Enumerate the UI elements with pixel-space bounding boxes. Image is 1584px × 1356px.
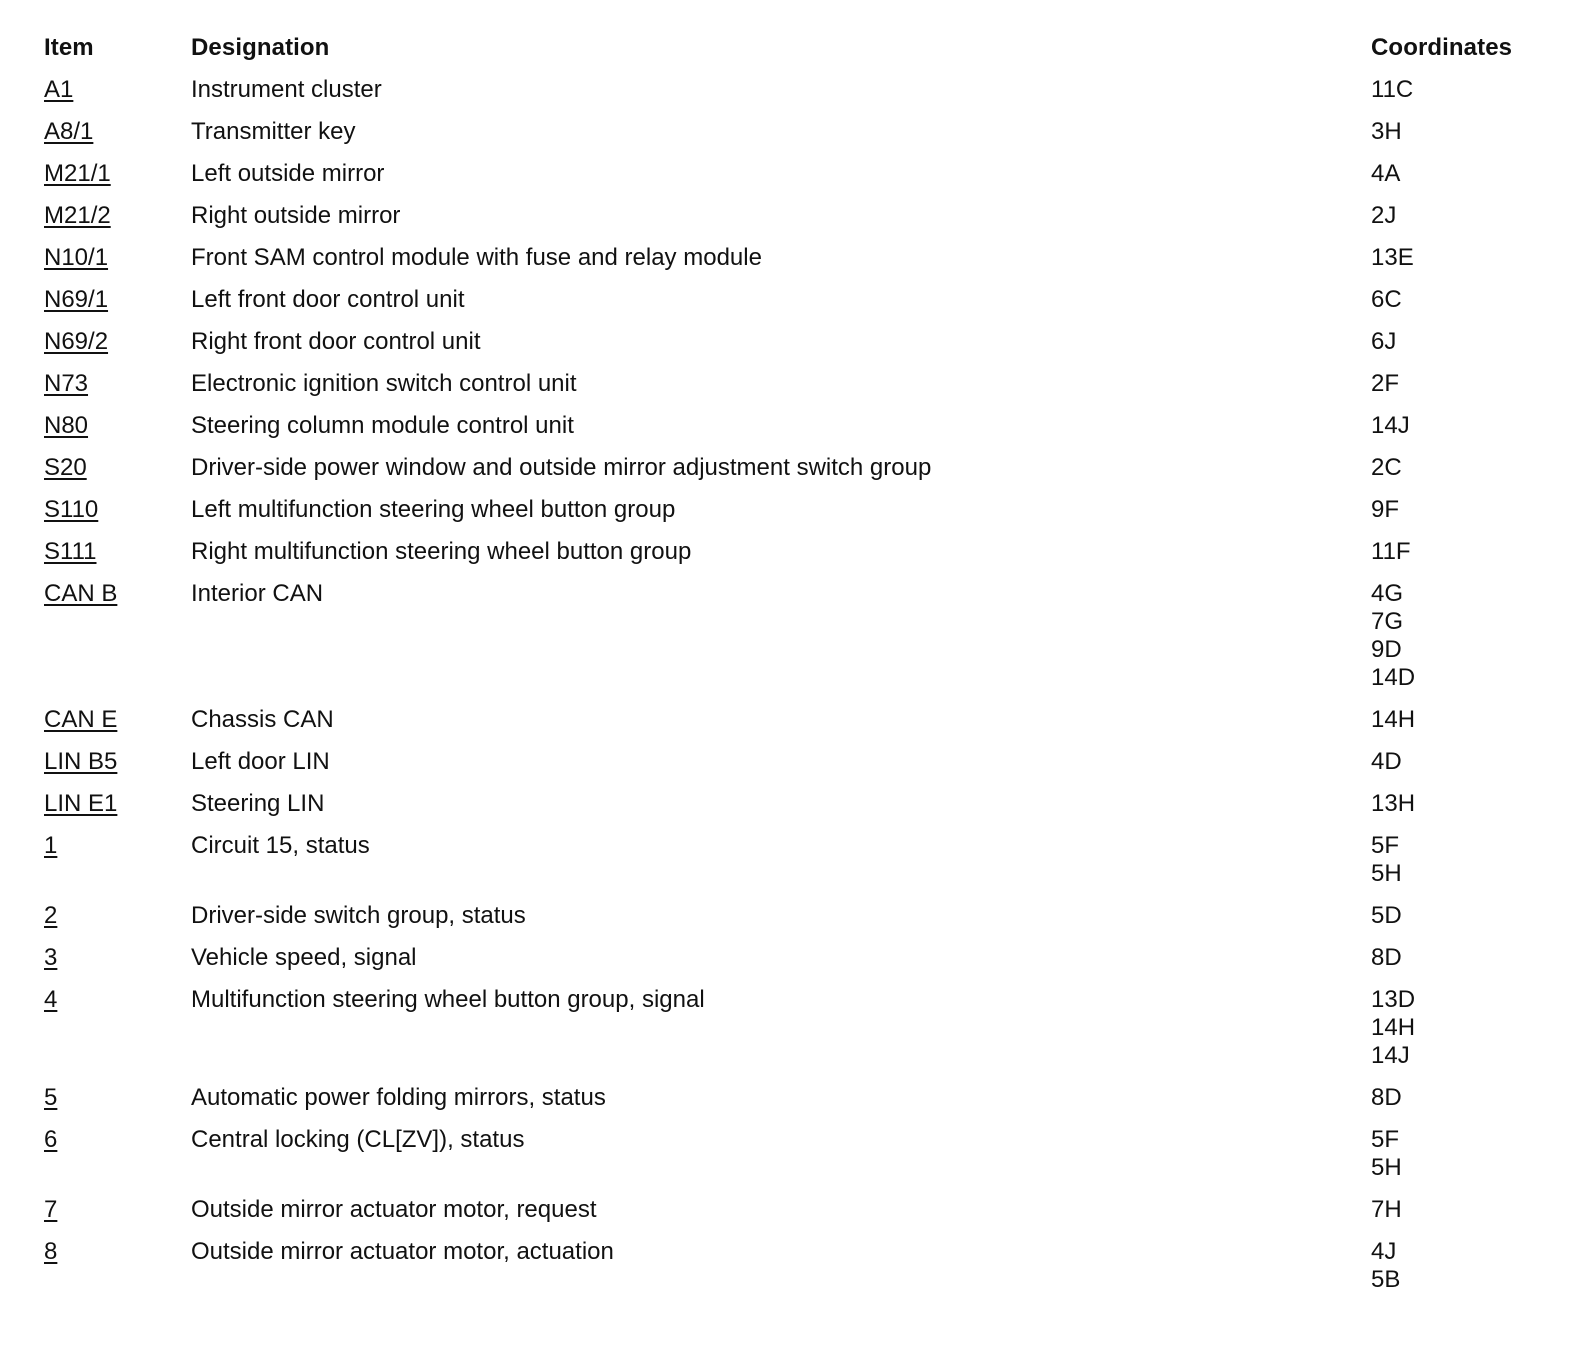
table-row	[44, 286, 1584, 328]
table-row	[44, 748, 1584, 790]
coordinate-value: 4A	[1371, 160, 1401, 187]
item-cell	[44, 902, 191, 944]
coordinate-value: 8D	[1371, 1084, 1402, 1111]
coordinates-cell	[1371, 832, 1584, 902]
coordinate-value: 5D	[1371, 902, 1402, 929]
coordinates-cell	[1371, 1084, 1584, 1126]
designation-cell: Vehicle speed, signal	[191, 944, 417, 971]
table-row	[44, 706, 1584, 748]
coordinate-value: 4J	[1371, 1238, 1397, 1265]
coordinate-value: 7G	[1371, 608, 1404, 635]
table-row	[44, 454, 1584, 496]
item-link[interactable]: 6	[44, 1126, 58, 1153]
coordinates-cell	[1371, 244, 1584, 286]
designation-cell: Left front door control unit	[191, 286, 465, 313]
table-row	[44, 1126, 1584, 1196]
designation-cell: Driver-side switch group, status	[191, 902, 526, 929]
coordinates-cell	[1371, 454, 1584, 496]
item-cell	[44, 1126, 191, 1196]
coordinate-value: 14D	[1371, 664, 1416, 691]
item-cell	[44, 118, 191, 160]
table-row	[44, 244, 1584, 286]
coordinates-cell	[1371, 328, 1584, 370]
item-link[interactable]: 7	[44, 1196, 58, 1223]
item-link[interactable]: 5	[44, 1084, 58, 1111]
coordinate-value: 5F	[1371, 1126, 1400, 1153]
item-cell	[44, 1196, 191, 1238]
coordinates-cell	[1371, 902, 1584, 944]
table-row	[44, 832, 1584, 902]
item-cell	[44, 1084, 191, 1126]
coordinate-value: 13E	[1371, 244, 1414, 271]
header-coordinates: Coordinates	[1371, 34, 1513, 61]
item-cell	[44, 706, 191, 748]
legend-body	[44, 76, 1584, 1308]
designation-cell: Right outside mirror	[191, 202, 401, 229]
designation-cell: Left door LIN	[191, 748, 330, 775]
coordinates-cell	[1371, 986, 1584, 1084]
item-cell	[44, 580, 191, 706]
table-row	[44, 412, 1584, 454]
coordinate-value: 8D	[1371, 944, 1402, 971]
header-item: Item	[44, 34, 94, 61]
designation-cell: Front SAM control module with fuse and relay module	[191, 244, 762, 271]
coordinate-value: 13H	[1371, 790, 1416, 817]
designation-cell: Left outside mirror	[191, 160, 385, 187]
table-row	[44, 160, 1584, 202]
item-link[interactable]: 8	[44, 1238, 58, 1265]
coordinates-cell	[1371, 538, 1584, 580]
coordinate-value: 2J	[1371, 202, 1397, 229]
item-link[interactable]: N10/1	[44, 244, 109, 271]
table-row	[44, 328, 1584, 370]
item-cell	[44, 538, 191, 580]
item-cell	[44, 986, 191, 1084]
item-link[interactable]: N69/2	[44, 328, 109, 355]
coordinates-cell	[1371, 412, 1584, 454]
designation-cell: Outside mirror actuator motor, actuation	[191, 1238, 614, 1265]
item-link[interactable]: CAN E	[44, 706, 118, 733]
coordinate-value: 5B	[1371, 1266, 1401, 1293]
coordinates-cell	[1371, 748, 1584, 790]
header-designation: Designation	[191, 34, 330, 61]
designation-cell: Driver-side power window and outside mirror adjustment switch group	[191, 454, 932, 481]
table-row	[44, 1238, 1584, 1308]
coordinates-cell	[1371, 580, 1584, 706]
coordinate-value: 11C	[1371, 76, 1414, 103]
coordinate-value: 14H	[1371, 1014, 1416, 1041]
table-row	[44, 76, 1584, 118]
table-row	[44, 580, 1584, 706]
coordinate-value: 14J	[1371, 412, 1410, 439]
item-link[interactable]: 3	[44, 944, 58, 971]
coordinates-cell	[1371, 1196, 1584, 1238]
coordinates-cell	[1371, 160, 1584, 202]
item-link[interactable]: 2	[44, 902, 58, 929]
item-link[interactable]: CAN B	[44, 580, 118, 607]
item-cell	[44, 412, 191, 454]
coordinate-value: 2F	[1371, 370, 1400, 397]
table-row	[44, 902, 1584, 944]
table-row	[44, 944, 1584, 986]
coordinates-cell	[1371, 286, 1584, 328]
coordinates-cell	[1371, 118, 1584, 160]
coordinate-value: 13D	[1371, 986, 1416, 1013]
coordinate-value: 14H	[1371, 706, 1416, 733]
table-row	[44, 1196, 1584, 1238]
item-cell	[44, 370, 191, 412]
item-link[interactable]: N80	[44, 412, 89, 439]
designation-cell: Steering column module control unit	[191, 412, 574, 439]
designation-cell: Steering LIN	[191, 790, 325, 817]
item-cell	[44, 832, 191, 902]
item-link[interactable]: S20	[44, 454, 87, 481]
coordinate-value: 3H	[1371, 118, 1402, 145]
table-row	[44, 790, 1584, 832]
legend-table	[44, 34, 1584, 1308]
designation-cell: Automatic power folding mirrors, status	[191, 1084, 606, 1111]
item-cell	[44, 76, 191, 118]
item-link[interactable]: A8/1	[44, 118, 94, 145]
designation-cell: Central locking (CL[ZV]), status	[191, 1126, 525, 1153]
item-cell	[44, 944, 191, 986]
item-link[interactable]: M21/2	[44, 202, 111, 229]
item-cell	[44, 286, 191, 328]
coordinates-cell	[1371, 202, 1584, 244]
coordinate-value: 9D	[1371, 636, 1402, 663]
coordinates-cell	[1371, 370, 1584, 412]
table-row	[44, 370, 1584, 412]
item-link[interactable]: S110	[44, 496, 99, 523]
item-cell	[44, 202, 191, 244]
item-cell	[44, 790, 191, 832]
coordinate-value: 5H	[1371, 860, 1402, 887]
item-cell	[44, 454, 191, 496]
item-link[interactable]: S111	[44, 538, 97, 565]
designation-cell: Interior CAN	[191, 580, 324, 607]
table-row	[44, 118, 1584, 160]
designation-cell: Outside mirror actuator motor, request	[191, 1196, 597, 1223]
coordinates-cell	[1371, 496, 1584, 538]
designation-cell: Right front door control unit	[191, 328, 481, 355]
designation-cell: Circuit 15, status	[191, 832, 370, 859]
coordinates-cell	[1371, 1238, 1584, 1308]
coordinates-cell	[1371, 76, 1584, 118]
coordinate-value: 6J	[1371, 328, 1397, 355]
coordinate-value: 6C	[1371, 286, 1402, 313]
coordinate-value: 4G	[1371, 580, 1404, 607]
header-row	[44, 34, 1584, 76]
coordinate-value: 14J	[1371, 1042, 1410, 1069]
coordinate-value: 5H	[1371, 1154, 1402, 1181]
table-row	[44, 986, 1584, 1084]
coordinate-value: 5F	[1371, 832, 1400, 859]
table-row	[44, 538, 1584, 580]
table-row	[44, 202, 1584, 244]
designation-cell: Instrument cluster	[191, 76, 382, 103]
coordinate-value: 2C	[1371, 454, 1402, 481]
item-cell	[44, 496, 191, 538]
item-link[interactable]: 1	[44, 832, 58, 859]
coordinate-value: 9F	[1371, 496, 1400, 523]
table-row	[44, 496, 1584, 538]
designation-cell: Electronic ignition switch control unit	[191, 370, 577, 397]
coordinate-value: 11F	[1371, 538, 1411, 565]
item-link[interactable]: 4	[44, 986, 58, 1013]
designation-cell: Right multifunction steering wheel button group	[191, 538, 692, 565]
coordinates-cell	[1371, 944, 1584, 986]
coordinates-cell	[1371, 706, 1584, 748]
designation-cell: Left multifunction steering wheel button group	[191, 496, 676, 523]
designation-cell: Multifunction steering wheel button group, signal	[191, 986, 705, 1013]
item-link[interactable]: LIN B5	[44, 748, 118, 775]
coordinate-value: 7H	[1371, 1196, 1402, 1223]
designation-cell: Transmitter key	[191, 118, 356, 145]
item-cell	[44, 160, 191, 202]
item-link[interactable]: M21/1	[44, 160, 111, 187]
coordinates-cell	[1371, 790, 1584, 832]
table-row	[44, 1084, 1584, 1126]
item-cell	[44, 244, 191, 286]
item-link[interactable]: N69/1	[44, 286, 109, 313]
item-cell	[44, 748, 191, 790]
item-cell	[44, 1238, 191, 1308]
item-link[interactable]: LIN E1	[44, 790, 118, 817]
item-link[interactable]: N73	[44, 370, 89, 397]
item-link[interactable]: A1	[44, 76, 74, 103]
designation-cell: Chassis CAN	[191, 706, 334, 733]
item-cell	[44, 328, 191, 370]
coordinate-value: 4D	[1371, 748, 1402, 775]
coordinates-cell	[1371, 1126, 1584, 1196]
